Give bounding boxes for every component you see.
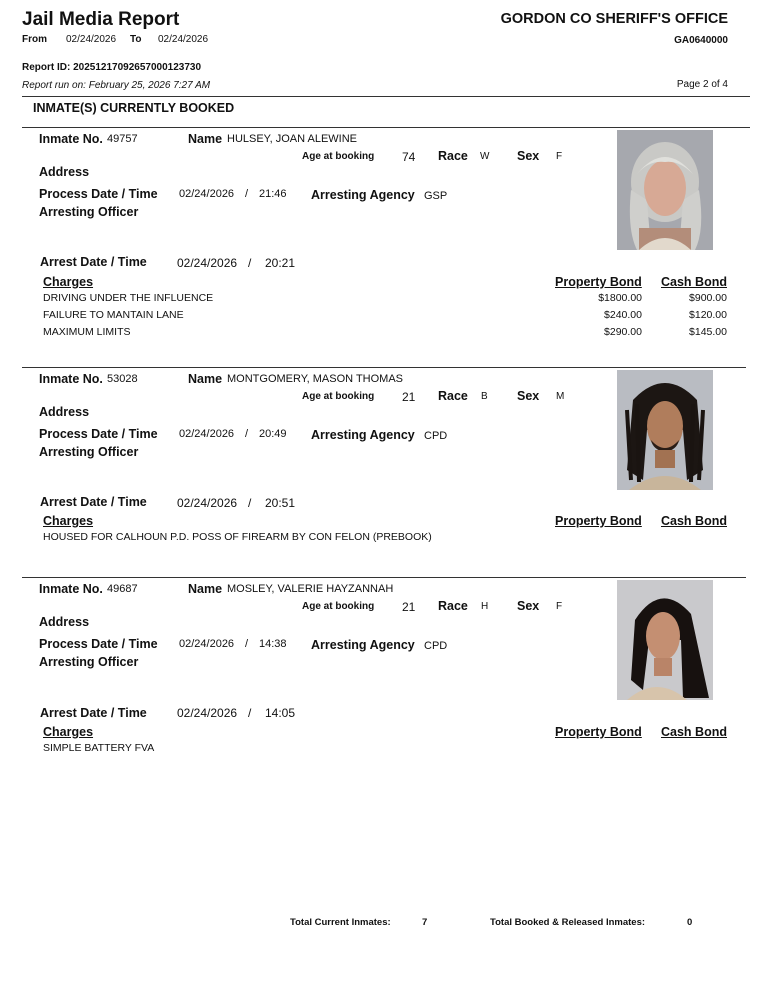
charge-cash-bond: $900.00: [689, 292, 727, 304]
charge-cash-bond: $120.00: [689, 309, 727, 321]
charge-cash-bond: $145.00: [689, 326, 727, 338]
slash: /: [245, 638, 249, 650]
sex-label: Sex: [517, 149, 540, 163]
process-time: 21:46: [259, 188, 287, 200]
charge-property-bond: $290.00: [604, 326, 642, 338]
race-label: Race: [438, 149, 468, 163]
slash: /: [248, 256, 252, 270]
race: H: [481, 601, 489, 612]
process-date: 02/24/2026: [179, 428, 235, 440]
address-label: Address: [39, 165, 90, 179]
slash: /: [248, 496, 252, 510]
arrest-label: Arrest Date / Time: [40, 495, 147, 509]
record-divider: [22, 577, 746, 578]
report-id: Report ID: 20251217092657000123730: [22, 62, 202, 73]
arresting-agency-label: Arresting Agency: [311, 428, 415, 442]
arresting-officer-label: Arresting Officer: [39, 445, 139, 459]
mugshot-photo: [617, 580, 713, 700]
charges-header: Charges: [43, 514, 94, 528]
inmate-name: HULSEY, JOAN ALEWINE: [227, 133, 358, 145]
total-current-value: 7: [422, 917, 428, 928]
process-time: 20:49: [259, 428, 287, 440]
mugshot-photo: [617, 130, 713, 250]
arresting-officer-label: Arresting Officer: [39, 655, 139, 669]
arrest-label: Arrest Date / Time: [40, 255, 147, 269]
report-run-on: Report run on: February 25, 2026 7:27 AM: [22, 80, 211, 91]
property-bond-header: Property Bond: [555, 725, 642, 739]
arrest-time: 20:21: [265, 256, 296, 270]
race: W: [480, 151, 490, 162]
ori-number: GA0640000: [674, 35, 728, 46]
name-label: Name: [188, 132, 223, 146]
total-booked-value: 0: [687, 917, 693, 928]
charge-desc: SIMPLE BATTERY FVA: [43, 742, 155, 754]
process-date: 02/24/2026: [179, 188, 235, 200]
page-number: Page 2 of 4: [676, 79, 728, 90]
charge-desc: DRIVING UNDER THE INFLUENCE: [43, 292, 214, 304]
arresting-agency-label: Arresting Agency: [311, 188, 415, 202]
inmate-name: MOSLEY, VALERIE HAYZANNAH: [227, 583, 394, 595]
process-label: Process Date / Time: [39, 187, 158, 201]
arresting-officer-label: Arresting Officer: [39, 205, 139, 219]
age: 74: [402, 150, 416, 164]
charge-desc: HOUSED FOR CALHOUN P.D. POSS OF FIREARM BY CON FELON (PREBOOK): [43, 531, 432, 543]
from-label: From: [22, 34, 47, 45]
arresting-agency: CPD: [424, 430, 448, 442]
slash: /: [245, 428, 249, 440]
property-bond-header: Property Bond: [555, 514, 642, 528]
mugshot-photo: [617, 370, 713, 490]
charge-desc: MAXIMUM LIMITS: [43, 326, 131, 338]
arrest-date: 02/24/2026: [177, 256, 238, 270]
race-label: Race: [438, 599, 468, 613]
section-divider: [22, 127, 750, 128]
property-bond-header: Property Bond: [555, 275, 642, 289]
sex: F: [556, 601, 563, 612]
age-label: Age at booking: [302, 151, 375, 162]
name-label: Name: [188, 372, 223, 386]
to-date: 02/24/2026: [158, 34, 209, 45]
to-label: To: [130, 34, 142, 45]
address-label: Address: [39, 615, 90, 629]
inmate-no-label: Inmate No.: [39, 582, 103, 596]
arresting-agency: GSP: [424, 190, 448, 202]
cash-bond-header: Cash Bond: [661, 514, 727, 528]
charge-desc: FAILURE TO MANTAIN LANE: [43, 309, 184, 321]
process-label: Process Date / Time: [39, 427, 158, 441]
sex-label: Sex: [517, 599, 540, 613]
arresting-agency-label: Arresting Agency: [311, 638, 415, 652]
sex: F: [556, 151, 563, 162]
slash: /: [248, 706, 252, 720]
charges-header: Charges: [43, 275, 94, 289]
charge-property-bond: $1800.00: [598, 292, 642, 304]
age-label: Age at booking: [302, 601, 375, 612]
slash: /: [245, 188, 249, 200]
arrest-label: Arrest Date / Time: [40, 706, 147, 720]
address-label: Address: [39, 405, 90, 419]
age-label: Age at booking: [302, 391, 375, 402]
inmate-no: 49757: [107, 133, 138, 145]
arrest-date: 02/24/2026: [177, 496, 238, 510]
age: 21: [402, 600, 416, 614]
arresting-agency: CPD: [424, 640, 448, 652]
process-date: 02/24/2026: [179, 638, 235, 650]
inmate-no: 53028: [107, 373, 138, 385]
race: B: [481, 391, 488, 402]
inmate-no-label: Inmate No.: [39, 372, 103, 386]
cash-bond-header: Cash Bond: [661, 275, 727, 289]
section-title: INMATE(S) CURRENTLY BOOKED: [33, 101, 235, 115]
arrest-time: 14:05: [265, 706, 296, 720]
charge-property-bond: $240.00: [604, 309, 642, 321]
arrest-date: 02/24/2026: [177, 706, 238, 720]
office-name: GORDON CO SHERIFF'S OFFICE: [500, 11, 728, 27]
sex-label: Sex: [517, 389, 540, 403]
cash-bond-header: Cash Bond: [661, 725, 727, 739]
arrest-time: 20:51: [265, 496, 296, 510]
inmate-no: 49687: [107, 583, 138, 595]
record-divider: [22, 367, 746, 368]
total-booked-label: Total Booked & Released Inmates:: [490, 917, 646, 928]
process-label: Process Date / Time: [39, 637, 158, 651]
inmate-no-label: Inmate No.: [39, 132, 103, 146]
race-label: Race: [438, 389, 468, 403]
inmate-name: MONTGOMERY, MASON THOMAS: [227, 373, 404, 385]
age: 21: [402, 390, 416, 404]
report-title: Jail Media Report: [22, 9, 180, 30]
total-current-label: Total Current Inmates:: [290, 917, 391, 928]
charges-header: Charges: [43, 725, 94, 739]
header-divider: [22, 96, 750, 97]
name-label: Name: [188, 582, 223, 596]
sex: M: [556, 391, 565, 402]
from-date: 02/24/2026: [66, 34, 117, 45]
process-time: 14:38: [259, 638, 287, 650]
